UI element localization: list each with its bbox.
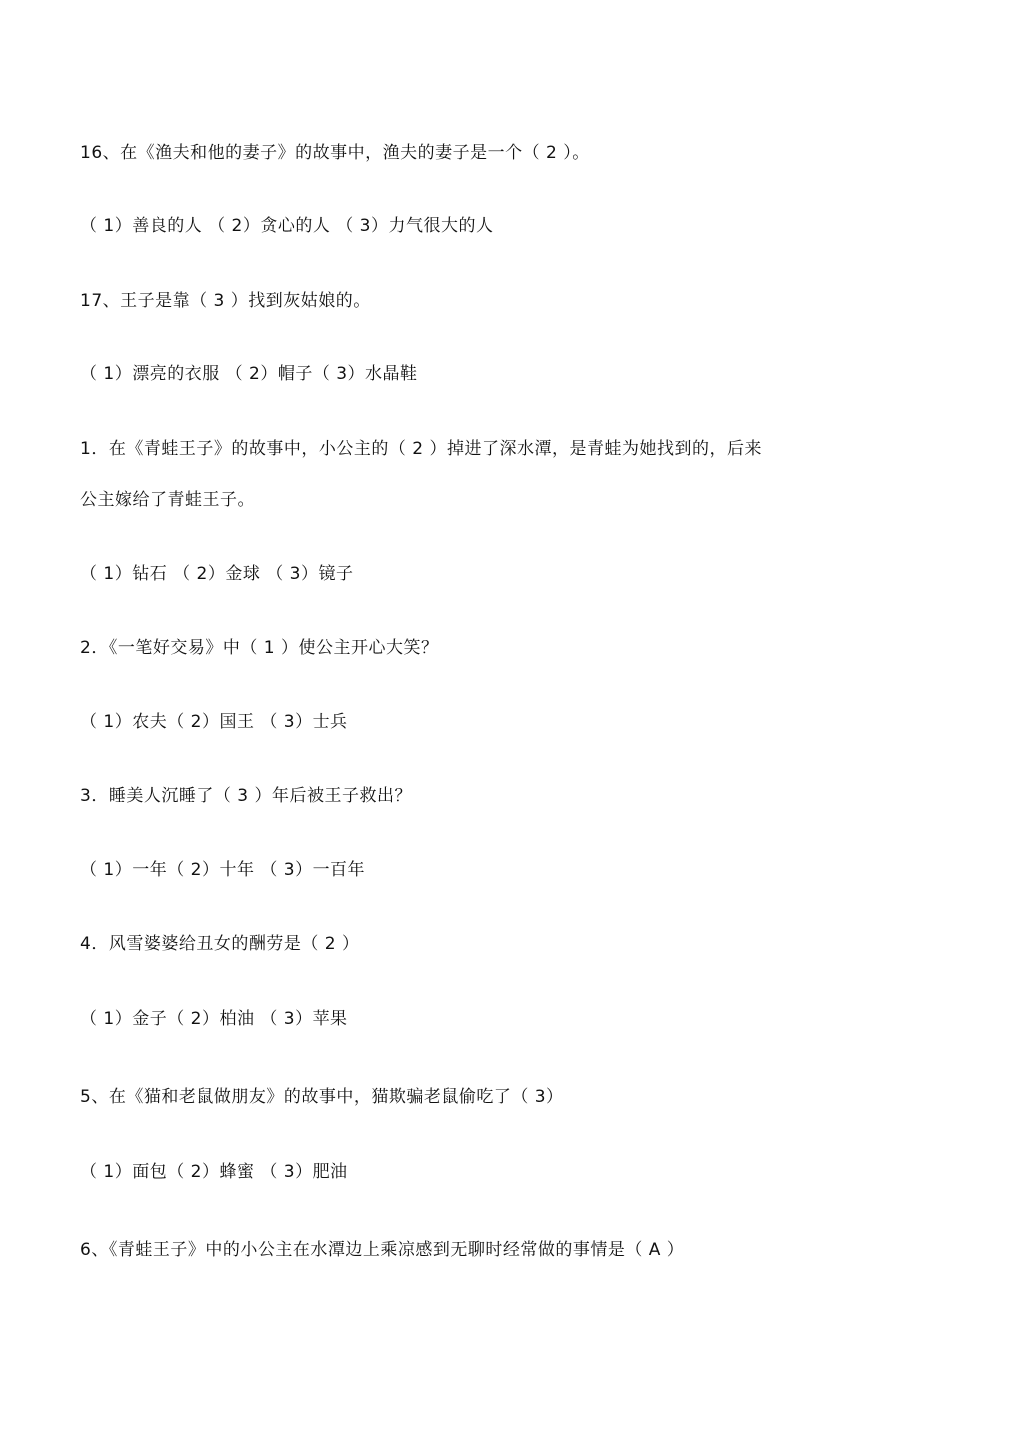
question-2-options: （ 1）农夫（ 2）国王 （ 3）士兵 — [80, 712, 348, 732]
question-4-options: （ 1）金子（ 2）柏油 （ 3）苹果 — [80, 1009, 348, 1029]
question-1: 1．在《青蛙王子》的故事中，小公主的（ 2 ）掉进了深水潭，是青蛙为她找到的，后来 — [80, 439, 762, 459]
question-1-continuation: 公主嫁给了青蛙王子。 — [80, 490, 255, 510]
question-3-options: （ 1）一年（ 2）十年 （ 3）一百年 — [80, 860, 366, 880]
question-17-options: （ 1）漂亮的衣服 （ 2）帽子（ 3）水晶鞋 — [80, 364, 418, 384]
question-16: 16、在《渔夫和他的妻子》的故事中，渔夫的妻子是一个（ 2 ）。 — [80, 143, 590, 163]
question-4: 4．风雪婆婆给丑女的酬劳是（ 2 ） — [80, 934, 360, 954]
question-5-options: （ 1）面包（ 2）蜂蜜 （ 3）肥油 — [80, 1162, 348, 1182]
question-3: 3．睡美人沉睡了（ 3 ）年后被王子救出？ — [80, 786, 412, 806]
question-6: 6、《青蛙王子》中的小公主在水潭边上乘凉感到无聊时经常做的事情是（ A ） — [80, 1240, 685, 1260]
question-16-options: （ 1）善良的人 （ 2）贪心的人 （ 3）力气很大的人 — [80, 216, 494, 236]
question-17: 17、王子是靠（ 3 ）找到灰姑娘的。 — [80, 291, 371, 311]
question-5: 5、在《猫和老鼠做朋友》的故事中，猫欺骗老鼠偷吃了（ 3） — [80, 1087, 564, 1107]
question-1-options: （ 1）钻石 （ 2）金球 （ 3）镜子 — [80, 564, 354, 584]
question-2: 2．《一笔好交易》中（ 1 ）使公主开心大笑？ — [80, 638, 439, 658]
